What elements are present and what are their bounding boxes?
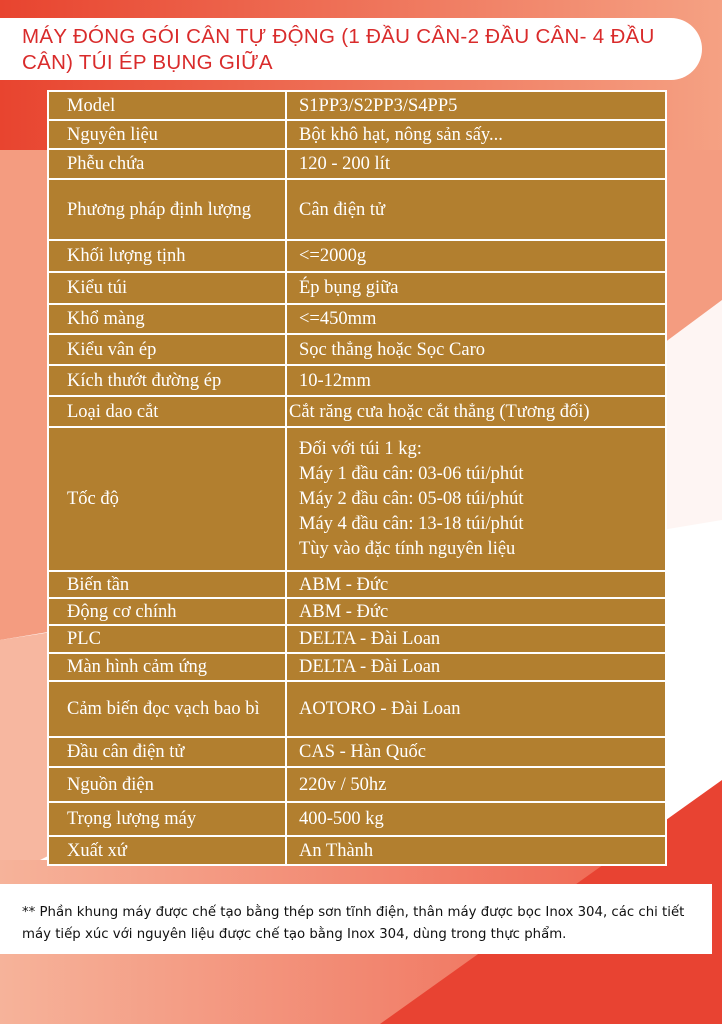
spec-label: Nguồn điện: [48, 767, 286, 802]
spec-label: Kiểu vân ép: [48, 334, 286, 365]
table-row: [48, 737, 666, 767]
table-row: [48, 767, 666, 802]
spec-value: 220v / 50hz: [286, 767, 666, 802]
spec-label: Động cơ chính: [48, 598, 286, 625]
spec-label: Đầu cân điện tử: [48, 737, 286, 767]
spec-value: DELTA - Đài Loan: [286, 653, 666, 681]
table-row: [48, 836, 666, 865]
table-row: [48, 179, 666, 240]
spec-value: CAS - Hàn Quốc: [286, 737, 666, 767]
table-row: [48, 149, 666, 179]
spec-label: Kiểu túi: [48, 272, 286, 304]
spec-value: ABM - Đức: [286, 598, 666, 625]
spec-label: Khối lượng tịnh: [48, 240, 286, 272]
spec-value: Bột khô hạt, nông sản sấy...: [286, 120, 666, 149]
spec-label: Model: [48, 91, 286, 120]
spec-label: Khổ màng: [48, 304, 286, 334]
table-row: [48, 427, 666, 571]
table-row: [48, 396, 666, 427]
speed-line: Máy 1 đầu cân: 03-06 túi/phút: [299, 463, 524, 484]
page-title: MÁY ĐÓNG GÓI CÂN TỰ ĐỘNG (1 ĐẦU CÂN-2 ĐẦU CÂN- 4 ĐẦU CÂN) TÚI ÉP BỤNG GIỮA: [22, 25, 655, 74]
table-row: [48, 598, 666, 625]
speed-line: Đối với túi 1 kg:: [299, 438, 422, 459]
spec-value: Sọc thẳng hoặc Sọc Caro: [286, 334, 666, 365]
spec-value: Cắt răng cưa hoặc cắt thẳng (Tương đối): [286, 396, 666, 427]
speed-line: Máy 2 đầu cân: 05-08 túi/phút: [299, 488, 524, 509]
table-row: [48, 365, 666, 396]
spec-label: Tốc độ: [48, 427, 286, 571]
spec-label: Trọng lượng máy: [48, 802, 286, 836]
spec-label: Cảm biến đọc vạch bao bì: [48, 681, 286, 737]
spec-value: 120 - 200 lít: [286, 149, 666, 179]
spec-table: [47, 90, 667, 866]
spec-value: 400-500 kg: [286, 802, 666, 836]
spec-label: Xuất xứ: [48, 836, 286, 865]
footnote: ** Phần khung máy được chế tạo bằng thép sơn tĩnh điện, thân máy được bọc Inox 304, các chi tiết máy tiếp xúc với nguyên liệu được chế tạo bằng Inox 304, dùng trong thực phẩm.: [22, 905, 685, 942]
table-row: [48, 91, 666, 120]
spec-value: S1PP3/S2PP3/S4PP5: [286, 91, 666, 120]
spec-label: Phương pháp định lượng: [48, 179, 286, 240]
spec-label: Biến tần: [48, 571, 286, 598]
spec-label: PLC: [48, 625, 286, 653]
speed-line: Tùy vào đặc tính nguyên liệu: [299, 538, 516, 559]
spec-label: Màn hình cảm ứng: [48, 653, 286, 681]
table-row: [48, 272, 666, 304]
spec-label: Loại dao cắt: [48, 396, 286, 427]
spec-value: <=450mm: [286, 304, 666, 334]
spec-label: Kích thướt đường ép: [48, 365, 286, 396]
table-row: [48, 625, 666, 653]
spec-value: Ép bụng giữa: [286, 272, 666, 304]
spec-value: <=2000g: [286, 240, 666, 272]
table-row: [48, 571, 666, 598]
spec-value: Cân điện tử: [286, 179, 666, 240]
table-row: [48, 334, 666, 365]
table-row: [48, 802, 666, 836]
table-row: [48, 681, 666, 737]
table-row: [48, 240, 666, 272]
spec-value-multiline: [286, 427, 666, 571]
table-row: [48, 653, 666, 681]
spec-label: Phễu chứa: [48, 149, 286, 179]
table-row: [48, 304, 666, 334]
spec-value: DELTA - Đài Loan: [286, 625, 666, 653]
spec-value: ABM - Đức: [286, 571, 666, 598]
speed-line: Máy 4 đầu cân: 13-18 túi/phút: [299, 513, 524, 534]
spec-label: Nguyên liệu: [48, 120, 286, 149]
spec-value: An Thành: [286, 836, 666, 865]
table-row: [48, 120, 666, 149]
spec-value: 10-12mm: [286, 365, 666, 396]
spec-value: AOTORO - Đài Loan: [286, 681, 666, 737]
